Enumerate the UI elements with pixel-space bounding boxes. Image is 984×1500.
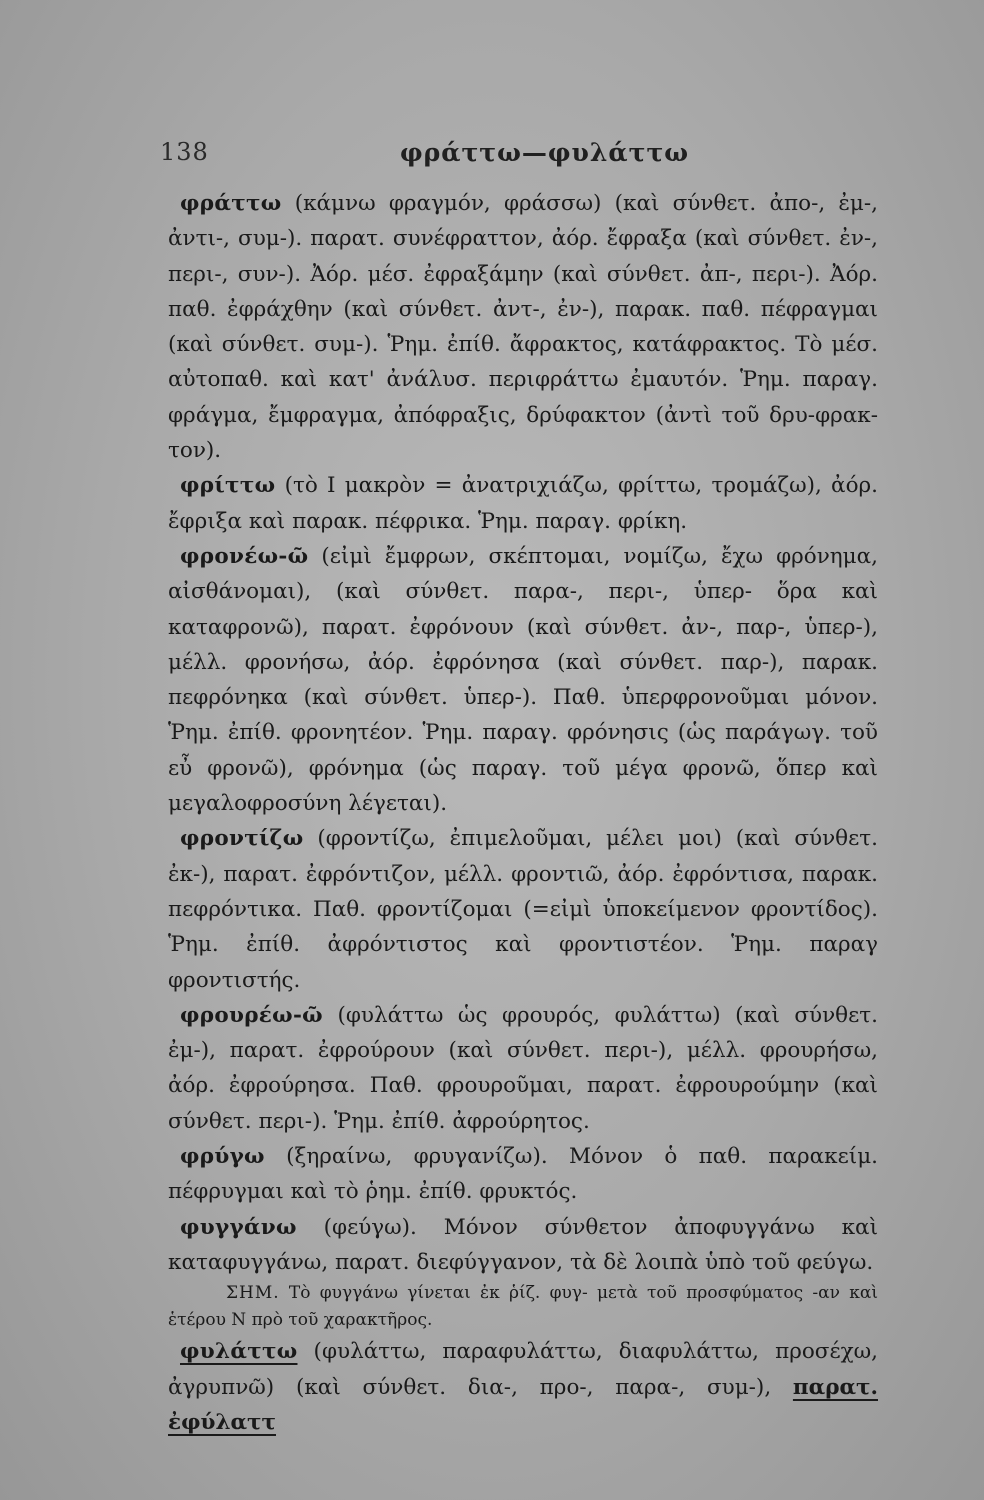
entry-text: (εἰμὶ ἔμφρων, σκέπτομαι, νομίζω, ἔχω φρόνημα, αἰσθάνομαι), (καὶ σύνθετ. παρα-, περι-, ὑπερ- ὅρα καὶ καταφρονῶ), παρατ. ἐφρόνουν (καὶ σύνθετ. ἀν-, παρ-, ὑπερ-), μέλλ. φρονήσω, ἀόρ. ἐφρόνησα (καὶ σύνθετ. παρ-), παρακ. πεφρόνηκα (καὶ σύνθετ. ὑπερ-). Παθ. ὑπερφρονοῦμαι μόνον. Ῥημ. ἐπίθ. φρονητέον. Ῥημ. παραγ. φρόνησις (ὡς παράγωγ. τοῦ εὖ φρονῶ), φρόνημα (ὡς παραγ. τοῦ μέγα φρονῶ, ὅπερ καὶ μεγαλοφροσύνη λέγεται). <box>168 543 878 817</box>
entry-frontizo <box>168 821 878 997</box>
headword: φρίττω <box>180 473 276 499</box>
note-text: Τὸ φυγγάνω γίνεται ἐκ ῥίζ. φυγ- μετὰ τοῦ προσφύματος -αν καὶ ἑτέρου Ν πρὸ τοῦ χαρακτῆρος. <box>168 1283 878 1331</box>
entry-text: (φυλάττω ὡς φρουρός, φυλάττω) (καὶ σύνθετ. ἐμ-), παρατ. ἐφρούρουν (καὶ σύνθετ. περι-), μέλλ. φρουρήσω, ἀόρ. ἐφρούρησα. Παθ. φρουροῦμαι, παρατ. ἐφρουρούμην (καὶ σύνθετ. περι-). Ῥημ. ἐπίθ. ἀφρούρητος. <box>168 1002 878 1134</box>
note-label: ΣΗΜ. <box>226 1283 280 1304</box>
dictionary-body <box>168 186 878 1440</box>
headword: φυλάττω <box>180 1339 298 1365</box>
entry-fylatto <box>168 1334 878 1440</box>
headword: φρονέω-ῶ <box>180 543 309 569</box>
entry-text: (ξηραίνω, φρυγανίζω). Μόνον ὁ παθ. παρακείμ. πέφρυγμαι καὶ τὸ ῥημ. ἐπίθ. φρυκτός. <box>168 1144 878 1205</box>
headword: φυγγάνω <box>180 1214 297 1240</box>
entry-text: (φροντίζω, ἐπιμελοῦμαι, μέλει μοι) (καὶ σύνθετ. ἐκ-), παρατ. ἐφρόντιζον, μέλλ. φροντιῶ, ἀόρ. ἐφρόντισα, παρακ. πεφρόντικα. Παθ. φροντίζομαι (=εἰμὶ ὑποκείμενον φροντίδος). Ῥημ. ἐπίθ. ἀφρόντιστος καὶ φροντιστέον. Ῥημ. παραγ φροντιστής. <box>168 826 878 993</box>
running-head: φράττω—φυλάττω <box>400 138 690 167</box>
underlined-text: παρατ. ἐφύλαττ <box>168 1374 878 1435</box>
entry-text: (κάμνω φραγμόν, φράσσω) (καὶ σύνθετ. ἀπο-, ἐμ-, ἀντι-, συμ-). παρατ. συνέφραττον, ἀόρ. ἔφραξα (καὶ σύνθετ. ἐν-, περι-, συν-). Ἀόρ. μέσ. ἐφραξάμην (καὶ σύνθετ. ἀπ-, περι-). Ἀόρ. παθ. ἐφράχθην (καὶ σύνθετ. ἀντ-, ἐν-), παρακ. παθ. πέφραγμαι (καὶ σύνθετ. συμ-). Ῥημ. ἐπίθ. ἄφρακτος, κατάφρακτος. Τὸ μέσ. αὐτοπαθ. καὶ κατ' ἀνάλυσ. περιφράττω ἐμαυτόν. Ῥημ. παραγ. φράγμα, ἔμφραγμα, ἀπόφραξις, δρύφακτον (ἀντὶ τοῦ δρυ-φρακ-τον). <box>168 191 878 464</box>
page-number: 138 <box>160 138 209 166</box>
headword: φράττω <box>180 191 282 216</box>
entry-froureo <box>168 998 878 1139</box>
entry-froneo <box>168 539 878 821</box>
headword: φρύγω <box>180 1144 265 1170</box>
entry-text: (φεύγω). Μόνον σύνθετον ἀποφυγγάνω καὶ καταφυγγάνω, παρατ. διεφύγγανον, τὰ δὲ λοιπὰ ὑπὸ τοῦ φεύγω. <box>168 1214 878 1275</box>
note <box>168 1280 878 1334</box>
page-header <box>160 138 860 178</box>
headword: φροντίζω <box>180 826 304 852</box>
headword: φρουρέω-ῶ <box>180 1002 323 1028</box>
entry-text: (φυλάττω, παραφυλάττω, διαφυλάττω, προσέχω, ἀγρυπνῶ) (καὶ σύνθετ. δια-, προ-, παρα-, συμ-), <box>168 1339 878 1400</box>
entry-fritto <box>168 468 878 539</box>
entry-fratto <box>168 186 878 468</box>
entry-fyggano <box>168 1210 878 1281</box>
entry-text: (τὸ Ι μακρὸν = ἀνατριχιάζω, φρίττω, τρομάζω), ἀόρ. ἔφριξα καὶ παρακ. πέφρικα. Ῥημ. παραγ. φρίκη. <box>168 473 878 534</box>
entry-frygo <box>168 1139 878 1210</box>
